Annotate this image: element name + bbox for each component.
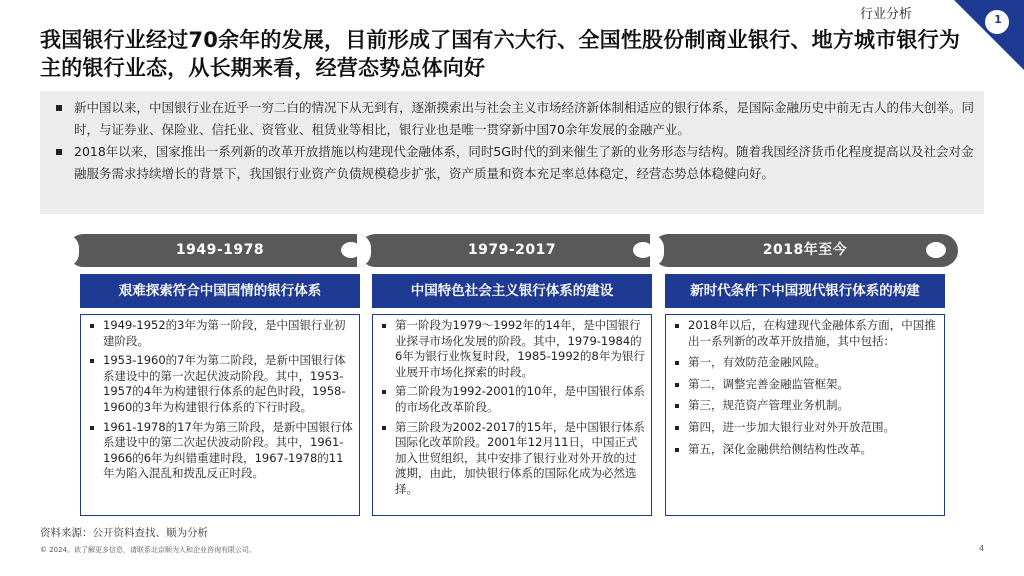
list-item: 第四，进一步加大银行业对外开放范围。 [674, 420, 938, 436]
column-body [372, 314, 652, 516]
period-label: 1979-2017 [467, 242, 557, 258]
summary-item: 2018年以来，国家推出一系列新的改革开放措施以构建现代金融体系，同时5G时代的到来催生了新的业务形态与结构。随着我国经济货币化程度提高以及社会对金融服务需求持续增长的背景下，我国银行业资产负债规模稳步扩张，资产质量和资本充足率总体稳定，经营态势总体稳健向好。 [48, 141, 976, 185]
period-pill [652, 234, 958, 267]
copyright-note: © 2024。欲了解更多信息，请联系北京顺为人和企业咨询有限公司。 [40, 546, 257, 554]
summary-box [40, 91, 984, 214]
page-title: 我国银行业经过70余年的发展，目前形成了国有六大行、全国性股份制商业银行、地方城市银行为主的银行业态，从长期来看，经营态势总体向好 [40, 28, 961, 80]
section-tag: 行业分析 [860, 7, 913, 22]
list-item: 第五，深化金融供给侧结构性改革。 [674, 442, 938, 458]
list-item: 第一，有效防范金融风险。 [674, 355, 938, 371]
column-body [80, 314, 360, 516]
list-item: 第二，调整完善金融监管框架。 [674, 377, 938, 393]
period-label: 2018年至今 [762, 242, 848, 258]
list-item: 1961-1978的17年为第三阶段，是新中国银行体系建设中的第二次起伏波动阶段。其中，1961-1966的6年为纠错重建时段，1967-1978的11年为陷入混乱和拨乱反正时段。 [89, 420, 353, 482]
list-item: 2018年以后，在构建现代金融体系方面，中国推出一系列新的改革开放措施，其中包括： [674, 318, 938, 349]
source-note: 资料来源：公开资料查找、顺为分析 [40, 527, 208, 539]
page-number: 4 [979, 544, 985, 553]
list-item: 1949-1952的3年为第一阶段，是中国银行业初建阶段。 [89, 318, 353, 349]
period-pill [67, 234, 373, 267]
bullet-icon [56, 105, 62, 111]
list-item: 第一阶段为1979～1992年的14年，是中国银行业探寻市场化发展的阶段。其中，1979-1984的6年为银行业恢复时段，1985-1992的8年为银行业展开市场化探索的时段。 [381, 318, 645, 380]
column-heading: 新时代条件下中国现代银行体系的构建 [665, 274, 945, 308]
list-item: 第三，规范资产管理业务机制。 [674, 398, 938, 414]
column-heading: 艰难探索符合中国国情的银行体系 [80, 274, 360, 308]
period-pill [359, 234, 665, 267]
summary-item: 新中国以来，中国银行业在近乎一穷二白的情况下从无到有，逐渐摸索出与社会主义市场经济新体制相适应的银行体系，是国际金融历史中前无古人的伟大创举。同时，与证券业、保险业、信托业、资管业、租赁业等相比，银行业也是唯一贯穿新中国70余年发展的金融产业。 [48, 97, 976, 141]
column-body [665, 314, 945, 516]
bullet-icon [56, 149, 62, 155]
list-item: 1953-1960的7年为第二阶段，是新中国银行体系建设中的第一次起伏波动阶段。其中，1953-1957的4年为构建银行体系的起色时段，1958-1960的3年为构建银行体系的下行时段。 [89, 353, 353, 415]
period-label: 1949-1978 [175, 242, 265, 258]
page-badge: 1 [994, 13, 1002, 26]
list-item: 第三阶段为2002-2017的15年，是中国银行体系国际化改革阶段。2001年12月11日，中国正式加入世贸组织，其中安排了银行业对外开放的过渡期，由此，加快银行体系的国际化成为必然选择。 [381, 420, 645, 498]
list-item: 第二阶段为1992-2001的10年，是中国银行体系的市场化改革阶段。 [381, 384, 645, 415]
dot-icon [926, 242, 946, 258]
column-heading: 中国特色社会主义银行体系的建设 [372, 274, 652, 308]
